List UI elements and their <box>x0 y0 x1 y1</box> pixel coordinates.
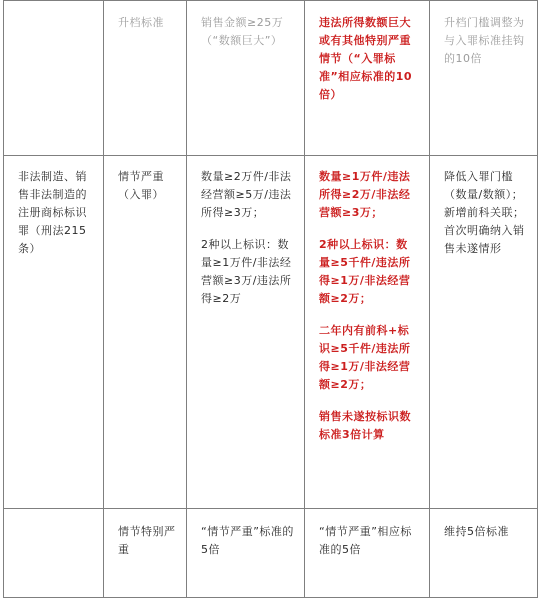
serious-level-cell: 情节严重（入罪） <box>104 156 187 509</box>
extremely-new-cell: “情节严重”相应标准的5倍 <box>305 509 430 598</box>
crime-name-cell: 非法制造、销售非法制造的注册商标标识罪（刑法215条） <box>4 156 104 509</box>
standards-grid <box>3 0 538 598</box>
old-criteria-cell <box>187 156 305 509</box>
header-old-standard: 销售金额≥25万（“数额巨大”） <box>187 1 305 156</box>
old-criteria-single: 数量≥2万件/非法经营额≥5万/违法所得≥3万； <box>201 170 292 219</box>
crime-row <box>4 156 538 509</box>
change-note-cell: 降低入罪门槛（数量/数额）；新增前科关联；首次明确纳入销售未遂情形 <box>430 156 538 509</box>
upgrade-standard-row <box>4 1 538 156</box>
header-change-note: 升档门槛调整为与入罪标准挂钩的10倍 <box>430 1 538 156</box>
old-criteria-multi: 2种以上标识：数量≥1万件/非法经营额≥3万/违法所得≥2万 <box>201 238 292 305</box>
new-criteria-prior: 二年内有前科+标识≥5千件/违法所得≥1万/非法经营额≥2万； <box>319 324 411 391</box>
header-empty-cell <box>4 1 104 156</box>
extremely-old-cell: “情节严重”标准的5倍 <box>187 509 305 598</box>
new-criteria-single: 数量≥1万件/违法所得≥2万/非法经营额≥3万； <box>319 170 411 219</box>
extremely-empty-cell <box>4 509 104 598</box>
new-criteria-cell <box>305 156 430 509</box>
extremely-note-cell: 维持5倍标准 <box>430 509 538 598</box>
new-criteria-multi: 2种以上标识：数量≥5千件/违法所得≥1万/非法经营额≥2万； <box>319 238 411 305</box>
extremely-serious-row <box>4 509 538 598</box>
header-upgrade-label: 升档标准 <box>104 1 187 156</box>
extremely-level-cell: 情节特别严重 <box>104 509 187 598</box>
new-criteria-attempt: 销售未遂按标识数标准3倍计算 <box>319 410 411 441</box>
header-new-standard: 违法所得数额巨大或有其他特别严重情节（“入罪标准”相应标准的10倍） <box>305 1 430 156</box>
